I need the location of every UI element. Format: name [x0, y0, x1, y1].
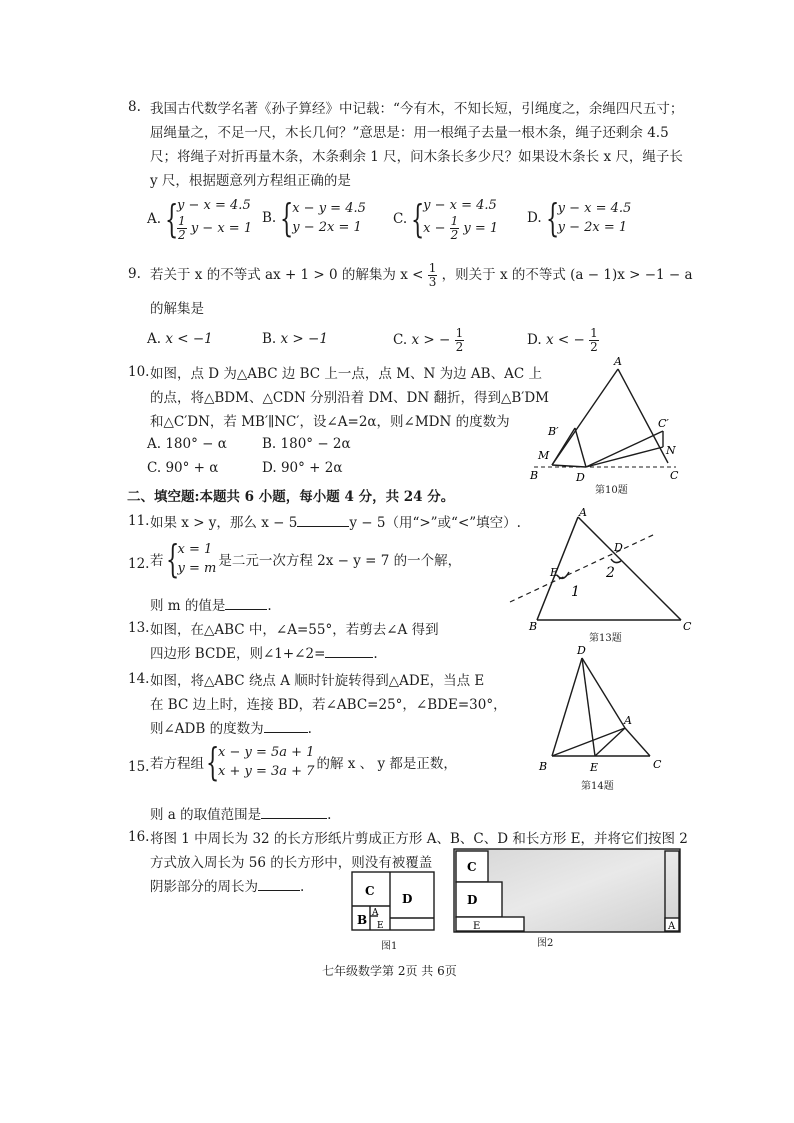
page-footer: 七年级数学第 2页 共 6页 — [322, 964, 457, 978]
q16-line-1: 将图 1 中周长为 32 的长方形纸片剪成正方形 A、B、C、D 和长方形 E，并将它们按图 2 — [150, 831, 688, 847]
q12-line-1: 若 { x = 1 y = m 是二元一次方程 2x − y = 7 的一个解， — [150, 537, 462, 581]
point-label: B — [529, 620, 538, 630]
q16-figure-2-caption: 图2 — [537, 938, 554, 949]
q16-number: 16. — [128, 829, 150, 845]
option-label: B. — [262, 210, 277, 226]
brace-icon: { — [411, 197, 425, 241]
point-label: D — [614, 541, 623, 554]
q10-line-1: 如图，点 D 为△ABC 边 BC 上一点，点 M、N 为边 AB、AC 上 — [150, 366, 542, 382]
q14-number: 14. — [128, 671, 150, 687]
q13-line-1: 如图，在△ABC 中，∠A=55°，若剪去∠A 得到 — [150, 622, 439, 638]
q12-line-2: 则 m 的值是 . — [150, 598, 272, 614]
q16-line-2: 方式放入周长为 56 的长方形中，则没有被覆盖 — [150, 855, 433, 871]
eq-row-2: y = m — [177, 561, 217, 576]
point-label: B — [539, 760, 548, 773]
q11-number: 11. — [128, 513, 150, 529]
q9-option-c[interactable]: C. x > − $\frac{1}{2}$ — [393, 326, 464, 354]
shape-label: D — [402, 892, 413, 906]
q12-number: 12. — [128, 556, 150, 572]
q13-line-2: 四边形 BCDE，则∠1+∠2= . — [150, 646, 378, 662]
answer-blank[interactable] — [264, 720, 308, 733]
eq-row-1: y − x = 4.5 — [177, 198, 251, 213]
q14-line-3: 则∠ADB 的度数为 . — [150, 721, 312, 737]
q8-line-2: 屈绳量之，不足一尺，木长几何？”意思是：用一根绳子去量一根木条，绳子还剩余 4.5 — [150, 125, 669, 141]
answer-blank[interactable] — [258, 878, 300, 891]
q16-figure-1 — [350, 870, 440, 934]
point-label: B — [530, 469, 539, 482]
q10-option-b[interactable]: B. 180° − 2α — [262, 436, 351, 452]
q14-figure — [530, 640, 670, 785]
q15-line-1: 若方程组 { x − y = 5a + 1 x + y = 3a + 7 的解 x 、 y 都是正数， — [150, 740, 457, 784]
shape-label: E — [473, 921, 481, 932]
answer-blank[interactable] — [297, 514, 349, 527]
q10-number: 10. — [128, 364, 150, 380]
angle-label: 2 — [606, 565, 615, 581]
q15-number: 15. — [128, 759, 150, 775]
brace-icon: { — [165, 537, 179, 581]
shape-label: A — [668, 921, 676, 932]
q8-number: 8. — [128, 99, 141, 115]
eq-row-2: y − 2x = 1 — [557, 220, 628, 235]
shape-label: E — [377, 921, 384, 931]
fraction: $\frac{1}{2}$ — [450, 214, 459, 242]
shape-label: B — [357, 913, 368, 927]
q13-number: 13. — [128, 620, 150, 636]
q11-line: 如果 x > y，那么 x − 5 y − 5（用“>”或“<”填空）. — [150, 515, 521, 531]
point-label: D — [577, 644, 586, 657]
point-label: D — [576, 471, 585, 484]
q10-caption: 第10题 — [595, 485, 628, 496]
section-2-title: 二、填空题:本题共 6 小题，每小题 4 分，共 24 分。 — [127, 489, 455, 505]
eq-row-1: x = 1 — [177, 542, 213, 557]
q8-line-3: 尺；将绳子对折再量木条，木条剩余 1 尺，问木条长多少尺？如果设木条长 x 尺，绳子长 — [150, 149, 683, 165]
point-label: E — [550, 566, 559, 579]
brace-icon: { — [165, 197, 179, 241]
q16-line-3: 阴影部分的周长为 . — [150, 879, 305, 895]
brace-icon: { — [206, 740, 220, 784]
shape-label: D — [467, 893, 478, 907]
eq-row-2: x + y = 3a + 7 — [218, 764, 315, 779]
q10-option-d[interactable]: D. 90° + 2α — [262, 460, 343, 476]
eq-row-2: y − 2x = 1 — [292, 220, 362, 235]
q10-figure — [520, 355, 700, 495]
q14-line-1: 如图，将△ABC 绕点 A 顺时针旋转得到△ADE，当点 E — [150, 673, 485, 689]
fraction: $\frac{1}{2}$ — [455, 326, 464, 354]
shape-label: A — [372, 908, 379, 918]
point-label: A — [579, 506, 587, 519]
brace-icon: { — [545, 196, 559, 240]
point-label: A — [614, 355, 622, 368]
fraction: $\frac{1}{2}$ — [590, 326, 598, 354]
point-label: C′ — [658, 417, 669, 430]
eq-row-2: $\frac{1}{2}$ y − x = 1 — [178, 214, 253, 242]
q16-figure-2 — [453, 848, 683, 934]
q15-line-2: 则 a 的取值范围是 . — [150, 807, 332, 823]
q13-figure — [505, 505, 700, 630]
eq-row-2: x − $\frac{1}{2}$ y = 1 — [423, 214, 499, 242]
eq-row-1: x − y = 4.5 — [292, 201, 366, 216]
q10-line-3: 和△C′DN，若 MB′∥NC′，设∠A=2α，则∠MDN 的度数为 — [150, 414, 510, 430]
q14-line-2: 在 BC 边上时，连接 BD，若∠ABC=25°，∠BDE=30°， — [150, 697, 507, 713]
option-label: A. — [147, 211, 162, 227]
brace-icon: { — [280, 196, 294, 240]
q10-option-c[interactable]: C. 90° + α — [147, 460, 219, 476]
point-label: N — [666, 444, 676, 457]
answer-blank[interactable] — [325, 645, 373, 658]
q9-option-b[interactable]: B. x > −1 — [262, 331, 328, 347]
q9-number: 9. — [128, 266, 141, 282]
q9-line-2: 的解集是 — [150, 301, 204, 317]
q8-line-1: 我国古代数学名著《孙子算经》中记载：“今有木，不知长短，引绳度之，余绳四尺五寸； — [150, 101, 684, 117]
q14-caption: 第14题 — [581, 781, 614, 792]
q13-caption: 第13题 — [589, 633, 622, 644]
point-label: C — [683, 620, 692, 630]
q16-figure-1-caption: 图1 — [381, 941, 398, 952]
q8-line-4: y 尺，根据题意列方程组正确的是 — [150, 173, 351, 189]
angle-label: 1 — [571, 584, 580, 600]
point-label: A — [624, 714, 632, 727]
option-label: C. — [393, 211, 408, 227]
point-label: E — [590, 761, 599, 774]
point-label: B′ — [548, 425, 559, 438]
q9-option-d[interactable]: D. x < − $\frac{1}{2}$ — [527, 326, 598, 354]
point-label: C — [670, 469, 679, 482]
q9-line-1: 若关于 x 的不等式 ax + 1 > 0 的解集为 x < $\frac{1}{3}$ ，则关于 x 的不等式 (a − 1)x > −1 − a — [150, 261, 693, 289]
point-label: M — [538, 449, 550, 462]
eq-row-1: x − y = 5a + 1 — [218, 745, 315, 760]
answer-blank[interactable] — [225, 597, 267, 610]
fraction: $\frac{1}{2}$ — [178, 214, 186, 242]
eq-row-1: y − x = 4.5 — [423, 198, 497, 213]
answer-blank[interactable] — [261, 806, 327, 819]
q10-option-a[interactable]: A. 180° − α — [147, 436, 227, 452]
fraction: $\frac{1}{3}$ — [428, 261, 437, 289]
shape-label: C — [467, 860, 477, 874]
point-label: C — [653, 758, 662, 771]
eq-row-1: y − x = 4.5 — [557, 201, 632, 216]
q10-line-2: 的点，将△BDM、△CDN 分别沿着 DM、DN 翻折，得到△B′DM — [150, 390, 549, 406]
option-label: D. — [527, 210, 542, 226]
q9-option-a[interactable]: A. x < −1 — [147, 331, 213, 347]
shape-label: C — [365, 884, 375, 898]
